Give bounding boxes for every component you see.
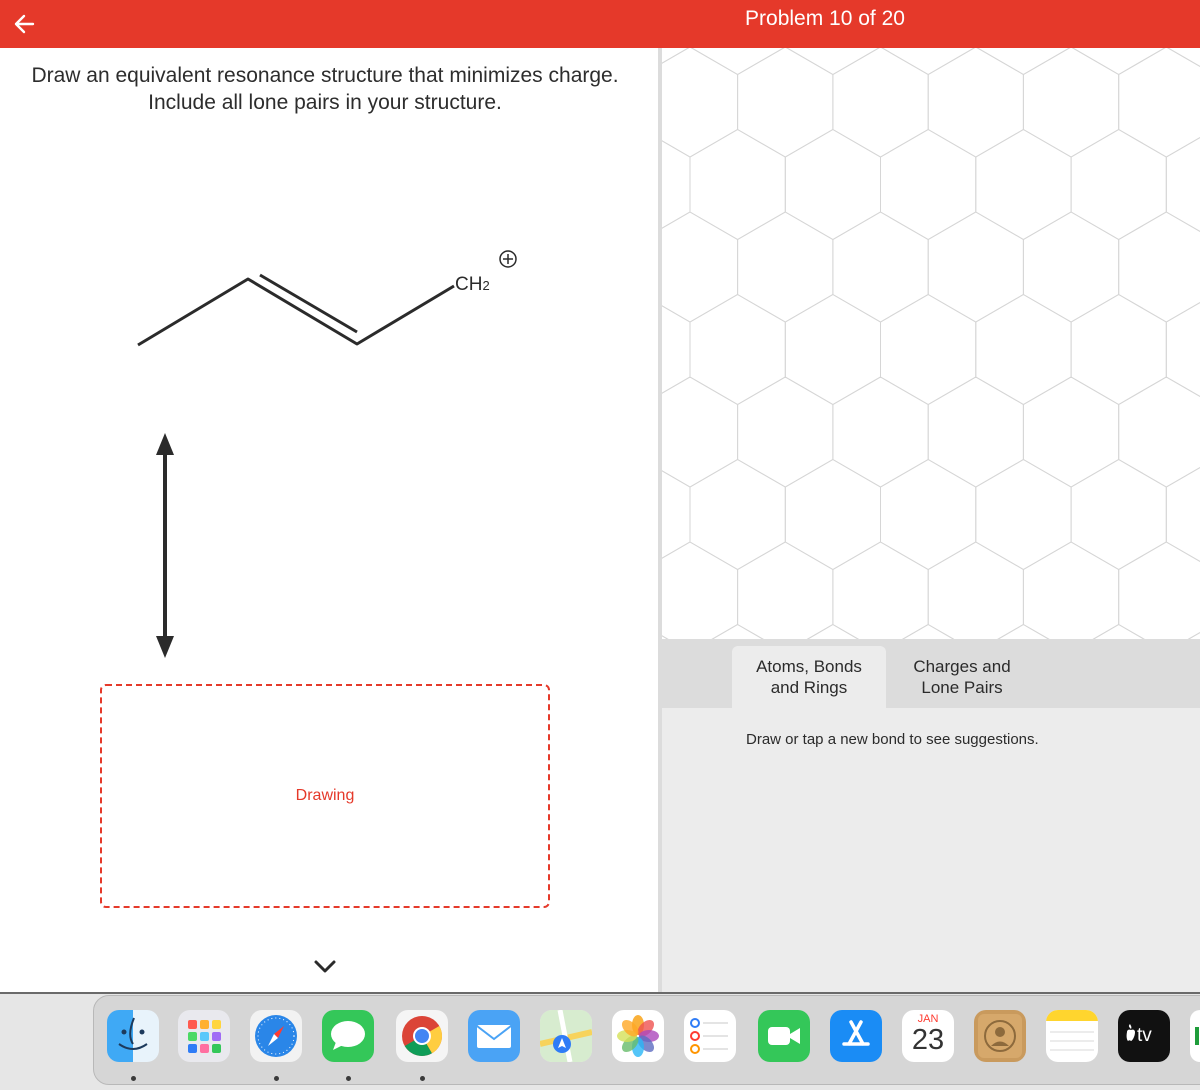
hex-cell: [662, 130, 690, 240]
hex-cell: [881, 48, 976, 75]
question-line-2: Include all lone pairs in your structure.: [148, 91, 502, 114]
hex-cell: [1023, 377, 1118, 487]
chrome-icon[interactable]: [396, 1010, 448, 1062]
hex-cell: [1023, 212, 1118, 322]
hex-cell: [662, 460, 690, 570]
hex-cell: [881, 460, 976, 570]
hex-cell: [1119, 212, 1200, 322]
contacts-icon[interactable]: [974, 1010, 1026, 1062]
launchpad-icon[interactable]: [178, 1010, 230, 1062]
calendar-month: JAN: [917, 1013, 939, 1025]
finder-icon[interactable]: [107, 1010, 159, 1062]
hex-cell: [1071, 625, 1166, 640]
hex-cell: [1119, 48, 1200, 157]
tab-atoms-bonds-rings[interactable]: Atoms, Bonds and Rings: [732, 646, 886, 708]
svg-text:tv: tv: [1137, 1025, 1152, 1046]
hex-cell: [1119, 542, 1200, 639]
question-text: [0, 62, 650, 116]
hex-cell: [662, 625, 690, 640]
photos-icon[interactable]: [612, 1010, 664, 1062]
app-store-icon[interactable]: [830, 1010, 882, 1062]
hex-cell: [662, 212, 738, 322]
hex-cell: [785, 460, 880, 570]
hex-cell: [1166, 48, 1200, 75]
hex-cell: [833, 377, 928, 487]
hex-cell: [928, 48, 1023, 157]
hex-cell: [881, 295, 976, 405]
hex-cell: [1071, 130, 1166, 240]
hex-cell: [690, 48, 785, 75]
tab-charges-lone-pairs[interactable]: Charges and Lone Pairs: [913, 657, 1011, 697]
hex-cell: [928, 542, 1023, 639]
hex-grid: [662, 48, 1200, 639]
notes-icon[interactable]: [1046, 1010, 1098, 1062]
hex-cell: [785, 130, 880, 240]
hex-cell: [785, 48, 880, 75]
hex-cell: [976, 130, 1071, 240]
ch2-label: CH2: [455, 274, 490, 295]
mail-icon[interactable]: [468, 1010, 520, 1062]
drawing-label: Drawing: [295, 787, 355, 804]
page-title: Problem 10 of 20: [745, 7, 905, 30]
arrow-left-icon: [11, 11, 37, 37]
hex-cell: [662, 542, 738, 639]
back-button[interactable]: [4, 4, 44, 44]
hex-cell: [662, 377, 738, 487]
hex-cell: [833, 542, 928, 639]
hex-cell: [738, 212, 833, 322]
hex-cell: [833, 48, 928, 157]
hex-cell: [1023, 542, 1118, 639]
carbon-chain-bonds: [138, 279, 454, 345]
hex-cell: [881, 130, 976, 240]
safari-icon[interactable]: [250, 1010, 302, 1062]
hex-cell: [976, 48, 1071, 75]
numbers-icon[interactable]: [1190, 1010, 1200, 1062]
chevron-down-icon[interactable]: [312, 956, 338, 978]
suggestion-hint: Draw or tap a new bond to see suggestions.: [746, 731, 1039, 748]
maps-icon[interactable]: [540, 1010, 592, 1062]
hex-cell: [1166, 460, 1200, 570]
hex-cell: [1071, 48, 1166, 75]
hex-cell: [738, 542, 833, 639]
drawing-canvas[interactable]: [662, 48, 1200, 639]
question-line-1: Draw an equivalent resonance structure that minimizes charge.: [31, 64, 619, 87]
hex-cell: [738, 48, 833, 157]
hex-cell: [690, 295, 785, 405]
hex-cell: [928, 212, 1023, 322]
tool-tabs: [662, 639, 1200, 708]
hex-cell: [1071, 295, 1166, 405]
hex-cell: [690, 460, 785, 570]
hex-cell: [1023, 48, 1118, 157]
resonance-arrow-icon: [150, 433, 180, 658]
header-bar: [0, 0, 1200, 48]
hex-cell: [1166, 625, 1200, 640]
hex-cell: [881, 625, 976, 640]
hex-cell: [690, 625, 785, 640]
apple-tv-icon[interactable]: [1118, 1010, 1170, 1062]
facetime-icon[interactable]: [758, 1010, 810, 1062]
given-structure: [100, 238, 540, 368]
problem-panel: [0, 48, 660, 993]
hex-cell: [785, 295, 880, 405]
hex-cell: [976, 460, 1071, 570]
hex-cell: [976, 625, 1071, 640]
hex-cell: [738, 377, 833, 487]
dock-edge: [0, 992, 1200, 994]
hex-cell: [662, 48, 738, 157]
calendar-day: 23: [911, 1024, 945, 1056]
messages-icon[interactable]: [322, 1010, 374, 1062]
hex-cell: [976, 295, 1071, 405]
messages-running-indicator: [346, 1076, 351, 1081]
hex-cell: [662, 295, 690, 405]
reminders-icon[interactable]: [684, 1010, 736, 1062]
hex-cell: [1119, 377, 1200, 487]
calendar-icon[interactable]: [902, 1010, 954, 1062]
tool-panel: [662, 639, 1200, 993]
hex-cell: [833, 212, 928, 322]
safari-running-indicator: [274, 1076, 279, 1081]
hex-cell: [690, 130, 785, 240]
hex-cell: [1071, 460, 1166, 570]
double-bond-line: [260, 275, 357, 332]
hex-cell: [1166, 130, 1200, 240]
hex-cell: [928, 377, 1023, 487]
answer-drawing-box[interactable]: [100, 684, 550, 908]
finder-running-indicator: [131, 1076, 136, 1081]
hex-cell: [785, 625, 880, 640]
chrome-running-indicator: [420, 1076, 425, 1081]
hex-cell: [1166, 295, 1200, 405]
